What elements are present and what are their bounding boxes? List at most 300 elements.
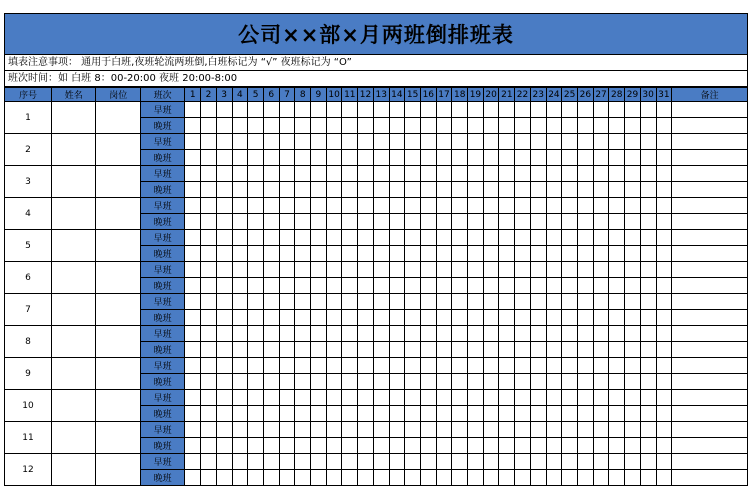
day-cell[interactable] <box>609 198 625 214</box>
day-cell[interactable] <box>311 214 327 230</box>
day-cell[interactable] <box>358 198 374 214</box>
day-cell[interactable] <box>389 294 405 310</box>
day-cell[interactable] <box>625 166 641 182</box>
day-cell[interactable] <box>248 214 264 230</box>
day-cell[interactable] <box>577 118 593 134</box>
day-cell[interactable] <box>263 198 279 214</box>
day-cell[interactable] <box>279 118 295 134</box>
day-cell[interactable] <box>201 470 217 486</box>
day-cell[interactable] <box>609 166 625 182</box>
day-cell[interactable] <box>515 102 531 118</box>
day-cell[interactable] <box>452 358 468 374</box>
day-cell[interactable] <box>436 470 452 486</box>
cell-name[interactable] <box>52 294 96 326</box>
day-cell[interactable] <box>468 358 484 374</box>
day-cell[interactable] <box>311 118 327 134</box>
day-cell[interactable] <box>436 150 452 166</box>
day-cell[interactable] <box>342 278 358 294</box>
day-cell[interactable] <box>656 134 672 150</box>
day-cell[interactable] <box>515 326 531 342</box>
day-cell[interactable] <box>483 438 499 454</box>
day-cell[interactable] <box>342 326 358 342</box>
day-cell[interactable] <box>468 102 484 118</box>
day-cell[interactable] <box>405 438 421 454</box>
day-cell[interactable] <box>248 454 264 470</box>
day-cell[interactable] <box>452 134 468 150</box>
day-cell[interactable] <box>373 150 389 166</box>
day-cell[interactable] <box>216 230 232 246</box>
day-cell[interactable] <box>342 246 358 262</box>
day-cell[interactable] <box>373 166 389 182</box>
cell-remark[interactable] <box>672 326 747 342</box>
day-cell[interactable] <box>248 166 264 182</box>
day-cell[interactable] <box>640 166 656 182</box>
day-cell[interactable] <box>546 294 562 310</box>
day-cell[interactable] <box>248 406 264 422</box>
day-cell[interactable] <box>248 118 264 134</box>
day-cell[interactable] <box>232 246 248 262</box>
day-cell[interactable] <box>577 454 593 470</box>
day-cell[interactable] <box>216 182 232 198</box>
day-cell[interactable] <box>515 214 531 230</box>
day-cell[interactable] <box>483 358 499 374</box>
cell-name[interactable] <box>52 198 96 230</box>
day-cell[interactable] <box>342 422 358 438</box>
day-cell[interactable] <box>577 422 593 438</box>
day-cell[interactable] <box>577 438 593 454</box>
cell-remark[interactable] <box>672 230 747 246</box>
day-cell[interactable] <box>546 230 562 246</box>
cell-remark[interactable] <box>672 358 747 374</box>
day-cell[interactable] <box>279 406 295 422</box>
day-cell[interactable] <box>468 294 484 310</box>
day-cell[interactable] <box>436 278 452 294</box>
day-cell[interactable] <box>295 454 311 470</box>
day-cell[interactable] <box>530 182 546 198</box>
day-cell[interactable] <box>625 374 641 390</box>
day-cell[interactable] <box>295 438 311 454</box>
day-cell[interactable] <box>420 326 436 342</box>
day-cell[interactable] <box>263 326 279 342</box>
day-cell[interactable] <box>656 214 672 230</box>
day-cell[interactable] <box>452 198 468 214</box>
day-cell[interactable] <box>216 438 232 454</box>
day-cell[interactable] <box>263 422 279 438</box>
day-cell[interactable] <box>263 262 279 278</box>
day-cell[interactable] <box>609 342 625 358</box>
day-cell[interactable] <box>530 134 546 150</box>
day-cell[interactable] <box>248 198 264 214</box>
day-cell[interactable] <box>609 214 625 230</box>
cell-name[interactable] <box>52 230 96 262</box>
day-cell[interactable] <box>232 150 248 166</box>
day-cell[interactable] <box>295 214 311 230</box>
day-cell[interactable] <box>295 118 311 134</box>
day-cell[interactable] <box>546 102 562 118</box>
day-cell[interactable] <box>515 374 531 390</box>
day-cell[interactable] <box>562 246 578 262</box>
day-cell[interactable] <box>311 374 327 390</box>
day-cell[interactable] <box>625 246 641 262</box>
day-cell[interactable] <box>436 310 452 326</box>
day-cell[interactable] <box>185 390 201 406</box>
day-cell[interactable] <box>468 230 484 246</box>
day-cell[interactable] <box>248 470 264 486</box>
day-cell[interactable] <box>185 150 201 166</box>
day-cell[interactable] <box>656 102 672 118</box>
day-cell[interactable] <box>216 422 232 438</box>
day-cell[interactable] <box>405 342 421 358</box>
day-cell[interactable] <box>640 230 656 246</box>
day-cell[interactable] <box>452 470 468 486</box>
day-cell[interactable] <box>483 198 499 214</box>
day-cell[interactable] <box>468 454 484 470</box>
day-cell[interactable] <box>248 358 264 374</box>
day-cell[interactable] <box>295 358 311 374</box>
day-cell[interactable] <box>562 454 578 470</box>
day-cell[interactable] <box>499 198 515 214</box>
day-cell[interactable] <box>311 326 327 342</box>
day-cell[interactable] <box>562 230 578 246</box>
day-cell[interactable] <box>515 422 531 438</box>
day-cell[interactable] <box>201 150 217 166</box>
day-cell[interactable] <box>436 342 452 358</box>
day-cell[interactable] <box>326 214 342 230</box>
day-cell[interactable] <box>483 406 499 422</box>
day-cell[interactable] <box>405 310 421 326</box>
day-cell[interactable] <box>562 118 578 134</box>
day-cell[interactable] <box>185 374 201 390</box>
day-cell[interactable] <box>405 150 421 166</box>
day-cell[interactable] <box>499 310 515 326</box>
day-cell[interactable] <box>420 214 436 230</box>
day-cell[interactable] <box>530 326 546 342</box>
day-cell[interactable] <box>436 198 452 214</box>
day-cell[interactable] <box>248 342 264 358</box>
day-cell[interactable] <box>452 230 468 246</box>
day-cell[interactable] <box>342 438 358 454</box>
day-cell[interactable] <box>279 294 295 310</box>
day-cell[interactable] <box>483 454 499 470</box>
day-cell[interactable] <box>483 166 499 182</box>
day-cell[interactable] <box>279 134 295 150</box>
day-cell[interactable] <box>609 454 625 470</box>
day-cell[interactable] <box>263 214 279 230</box>
day-cell[interactable] <box>216 310 232 326</box>
day-cell[interactable] <box>452 166 468 182</box>
day-cell[interactable] <box>515 406 531 422</box>
day-cell[interactable] <box>389 134 405 150</box>
day-cell[interactable] <box>248 438 264 454</box>
day-cell[interactable] <box>232 438 248 454</box>
cell-remark[interactable] <box>672 214 747 230</box>
cell-post[interactable] <box>96 166 140 198</box>
cell-remark[interactable] <box>672 390 747 406</box>
day-cell[interactable] <box>405 198 421 214</box>
day-cell[interactable] <box>452 374 468 390</box>
day-cell[interactable] <box>625 390 641 406</box>
day-cell[interactable] <box>311 150 327 166</box>
day-cell[interactable] <box>389 182 405 198</box>
day-cell[interactable] <box>625 182 641 198</box>
day-cell[interactable] <box>515 358 531 374</box>
day-cell[interactable] <box>405 278 421 294</box>
day-cell[interactable] <box>405 390 421 406</box>
day-cell[interactable] <box>232 326 248 342</box>
day-cell[interactable] <box>389 406 405 422</box>
cell-remark[interactable] <box>672 134 747 150</box>
day-cell[interactable] <box>452 150 468 166</box>
day-cell[interactable] <box>468 310 484 326</box>
day-cell[interactable] <box>436 134 452 150</box>
day-cell[interactable] <box>530 102 546 118</box>
cell-remark[interactable] <box>672 246 747 262</box>
day-cell[interactable] <box>279 150 295 166</box>
day-cell[interactable] <box>625 422 641 438</box>
day-cell[interactable] <box>342 470 358 486</box>
day-cell[interactable] <box>452 278 468 294</box>
day-cell[interactable] <box>609 134 625 150</box>
day-cell[interactable] <box>483 342 499 358</box>
cell-post[interactable] <box>96 454 140 486</box>
day-cell[interactable] <box>185 470 201 486</box>
day-cell[interactable] <box>279 454 295 470</box>
day-cell[interactable] <box>515 294 531 310</box>
day-cell[interactable] <box>185 454 201 470</box>
day-cell[interactable] <box>342 342 358 358</box>
day-cell[interactable] <box>577 406 593 422</box>
day-cell[interactable] <box>436 358 452 374</box>
day-cell[interactable] <box>295 326 311 342</box>
day-cell[interactable] <box>342 198 358 214</box>
day-cell[interactable] <box>640 342 656 358</box>
day-cell[interactable] <box>279 198 295 214</box>
day-cell[interactable] <box>515 198 531 214</box>
day-cell[interactable] <box>656 118 672 134</box>
day-cell[interactable] <box>279 470 295 486</box>
day-cell[interactable] <box>295 262 311 278</box>
day-cell[interactable] <box>577 390 593 406</box>
day-cell[interactable] <box>609 406 625 422</box>
day-cell[interactable] <box>530 166 546 182</box>
day-cell[interactable] <box>593 310 609 326</box>
day-cell[interactable] <box>405 406 421 422</box>
day-cell[interactable] <box>311 358 327 374</box>
day-cell[interactable] <box>248 182 264 198</box>
day-cell[interactable] <box>311 438 327 454</box>
cell-remark[interactable] <box>672 166 747 182</box>
day-cell[interactable] <box>342 454 358 470</box>
day-cell[interactable] <box>546 118 562 134</box>
day-cell[interactable] <box>483 294 499 310</box>
day-cell[interactable] <box>420 118 436 134</box>
day-cell[interactable] <box>656 262 672 278</box>
day-cell[interactable] <box>358 390 374 406</box>
day-cell[interactable] <box>483 246 499 262</box>
day-cell[interactable] <box>389 438 405 454</box>
day-cell[interactable] <box>546 198 562 214</box>
day-cell[interactable] <box>562 470 578 486</box>
day-cell[interactable] <box>405 262 421 278</box>
day-cell[interactable] <box>216 470 232 486</box>
day-cell[interactable] <box>185 422 201 438</box>
day-cell[interactable] <box>609 262 625 278</box>
day-cell[interactable] <box>201 406 217 422</box>
day-cell[interactable] <box>358 326 374 342</box>
day-cell[interactable] <box>201 262 217 278</box>
day-cell[interactable] <box>609 358 625 374</box>
day-cell[interactable] <box>248 422 264 438</box>
day-cell[interactable] <box>577 374 593 390</box>
day-cell[interactable] <box>546 358 562 374</box>
day-cell[interactable] <box>562 310 578 326</box>
day-cell[interactable] <box>562 214 578 230</box>
day-cell[interactable] <box>326 310 342 326</box>
day-cell[interactable] <box>577 214 593 230</box>
day-cell[interactable] <box>263 342 279 358</box>
day-cell[interactable] <box>483 326 499 342</box>
day-cell[interactable] <box>515 278 531 294</box>
day-cell[interactable] <box>358 342 374 358</box>
day-cell[interactable] <box>279 230 295 246</box>
day-cell[interactable] <box>263 150 279 166</box>
day-cell[interactable] <box>358 438 374 454</box>
day-cell[interactable] <box>216 246 232 262</box>
day-cell[interactable] <box>499 150 515 166</box>
day-cell[interactable] <box>452 406 468 422</box>
day-cell[interactable] <box>656 150 672 166</box>
day-cell[interactable] <box>311 390 327 406</box>
day-cell[interactable] <box>499 246 515 262</box>
day-cell[interactable] <box>640 278 656 294</box>
day-cell[interactable] <box>625 310 641 326</box>
day-cell[interactable] <box>232 390 248 406</box>
day-cell[interactable] <box>436 390 452 406</box>
day-cell[interactable] <box>326 278 342 294</box>
day-cell[interactable] <box>295 182 311 198</box>
cell-name[interactable] <box>52 134 96 166</box>
day-cell[interactable] <box>530 406 546 422</box>
day-cell[interactable] <box>311 294 327 310</box>
cell-name[interactable] <box>52 166 96 198</box>
cell-name[interactable] <box>52 390 96 422</box>
day-cell[interactable] <box>468 326 484 342</box>
day-cell[interactable] <box>530 118 546 134</box>
day-cell[interactable] <box>562 406 578 422</box>
day-cell[interactable] <box>562 438 578 454</box>
day-cell[interactable] <box>295 166 311 182</box>
day-cell[interactable] <box>232 358 248 374</box>
day-cell[interactable] <box>609 294 625 310</box>
day-cell[interactable] <box>625 470 641 486</box>
day-cell[interactable] <box>562 294 578 310</box>
day-cell[interactable] <box>185 182 201 198</box>
day-cell[interactable] <box>201 230 217 246</box>
day-cell[interactable] <box>577 246 593 262</box>
day-cell[interactable] <box>279 102 295 118</box>
day-cell[interactable] <box>436 102 452 118</box>
day-cell[interactable] <box>263 294 279 310</box>
day-cell[interactable] <box>420 374 436 390</box>
day-cell[interactable] <box>483 134 499 150</box>
day-cell[interactable] <box>326 438 342 454</box>
day-cell[interactable] <box>373 262 389 278</box>
day-cell[interactable] <box>263 454 279 470</box>
day-cell[interactable] <box>577 134 593 150</box>
day-cell[interactable] <box>405 454 421 470</box>
day-cell[interactable] <box>248 150 264 166</box>
day-cell[interactable] <box>499 102 515 118</box>
day-cell[interactable] <box>389 198 405 214</box>
day-cell[interactable] <box>530 374 546 390</box>
day-cell[interactable] <box>263 134 279 150</box>
day-cell[interactable] <box>185 326 201 342</box>
day-cell[interactable] <box>311 166 327 182</box>
day-cell[interactable] <box>358 310 374 326</box>
day-cell[interactable] <box>263 470 279 486</box>
day-cell[interactable] <box>452 182 468 198</box>
day-cell[interactable] <box>593 214 609 230</box>
day-cell[interactable] <box>279 246 295 262</box>
day-cell[interactable] <box>216 342 232 358</box>
day-cell[interactable] <box>420 182 436 198</box>
day-cell[interactable] <box>562 278 578 294</box>
day-cell[interactable] <box>640 150 656 166</box>
day-cell[interactable] <box>483 102 499 118</box>
day-cell[interactable] <box>326 230 342 246</box>
day-cell[interactable] <box>452 342 468 358</box>
day-cell[interactable] <box>342 406 358 422</box>
day-cell[interactable] <box>656 166 672 182</box>
day-cell[interactable] <box>201 454 217 470</box>
day-cell[interactable] <box>295 150 311 166</box>
day-cell[interactable] <box>373 390 389 406</box>
day-cell[interactable] <box>609 470 625 486</box>
day-cell[interactable] <box>185 294 201 310</box>
cell-remark[interactable] <box>672 262 747 278</box>
day-cell[interactable] <box>483 150 499 166</box>
day-cell[interactable] <box>358 134 374 150</box>
day-cell[interactable] <box>263 118 279 134</box>
day-cell[interactable] <box>593 230 609 246</box>
day-cell[interactable] <box>530 262 546 278</box>
day-cell[interactable] <box>625 294 641 310</box>
day-cell[interactable] <box>311 406 327 422</box>
day-cell[interactable] <box>625 438 641 454</box>
day-cell[interactable] <box>389 326 405 342</box>
day-cell[interactable] <box>295 422 311 438</box>
day-cell[interactable] <box>640 358 656 374</box>
day-cell[interactable] <box>405 422 421 438</box>
day-cell[interactable] <box>295 470 311 486</box>
day-cell[interactable] <box>452 102 468 118</box>
day-cell[interactable] <box>546 454 562 470</box>
day-cell[interactable] <box>326 406 342 422</box>
day-cell[interactable] <box>625 262 641 278</box>
day-cell[interactable] <box>389 262 405 278</box>
day-cell[interactable] <box>279 342 295 358</box>
day-cell[interactable] <box>201 294 217 310</box>
day-cell[interactable] <box>358 454 374 470</box>
day-cell[interactable] <box>295 198 311 214</box>
day-cell[interactable] <box>656 246 672 262</box>
day-cell[interactable] <box>436 422 452 438</box>
day-cell[interactable] <box>436 294 452 310</box>
day-cell[interactable] <box>420 310 436 326</box>
day-cell[interactable] <box>420 390 436 406</box>
day-cell[interactable] <box>468 422 484 438</box>
day-cell[interactable] <box>248 102 264 118</box>
